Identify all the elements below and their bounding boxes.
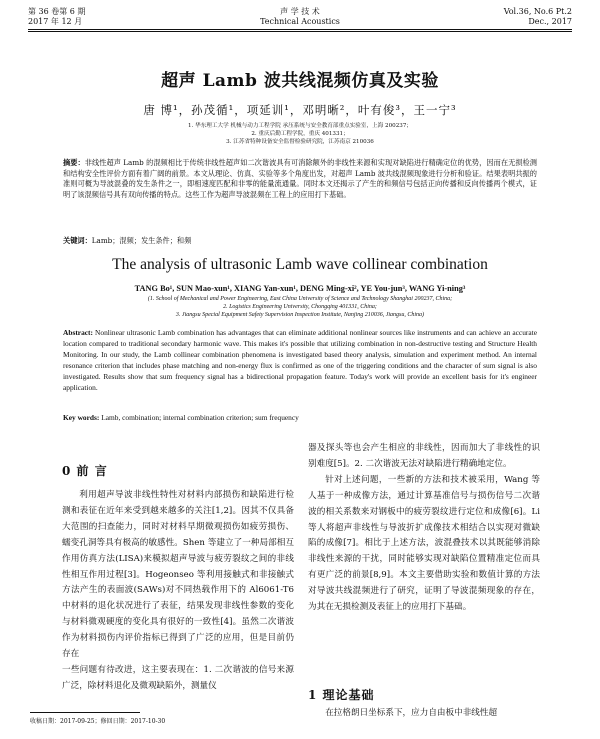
authors-cn: 唐 博¹，孙茂循¹，项延训¹，邓明晰²，叶有俊³，王一宁³ <box>143 103 457 117</box>
body-paragraph: 利用超声导波非线性特性对材料内部损伤和缺陷进行检测和表征在近年来受到越来越多的关注[1,2]。因其不仅具备大范围的扫查能力，同时对材料早期微观损伤如疲劳损伤、蠕变孔洞等具有极高的敏感性。Shen 等建立了一种局部相互作用仿真方法(LISA)来模拟超声导波与疲劳裂纹之间的非线性相互作用过程[3]。Hogeonseo 等利用接触式和非接触式方法产生的表面波(SAWs)对不同热载作用下的 Al6061-T6 中材料的退化状况进行了表征，结果发现非线性参数的变化与材料微观硬度的变化具有很好的一致性[4]。虽然二次谐波作为材料损伤内评价指标已得到了广泛的应用，但是目前仍存在 <box>62 490 294 660</box>
abstract-en-label: Abstract: <box>63 328 93 337</box>
affiliation-cn-2: 2. 重庆后勤工程学院，重庆 401331； <box>251 131 349 137</box>
paper-title-cn: 超声 Lamb 波共线混频仿真及实验 <box>161 71 439 91</box>
body-paragraph: 器及探头等也会产生相应的非线性，因而加大了非线性的识别难度[5]。2. 二次谐波无法对缺陷进行精确地定位。 <box>308 443 540 469</box>
keywords-en-label: Key words: <box>63 413 100 422</box>
section-0-heading: 0 前 言 <box>62 464 108 478</box>
abstract-cn-text: 非线性超声 Lamb 的混频相比于传统非线性超声如二次谐波具有可消除额外的非线性来源和实现对缺陷进行精确定位的优势，因而在无损检测和结构安全性评价方面有着广阔的前景。本文从理论、仿真、实验等多个角度出发，对超声 Lamb 波共线混频现象进行分析和验证。结果表明共振的准则可概为导波混叠的发生条件之一，即相速度匹配和非零的能量流通量。同时本文还揭示了产生的和频信号包括正向传播和反向传播两个模式，证明了该混频信号具有双向传播的特点。这些工作为超声导波混频在工程上的应用打下基础。 <box>63 158 537 199</box>
body-paragraph: 在拉格朗日坐标系下，应力自由板中非线性超 <box>325 708 498 718</box>
journal-volume-en: Vol.36, No.6 Pt.2 <box>503 7 572 16</box>
authors-en: TANG Bo¹, SUN Mao-xun¹, XIANG Yan-xun¹, DENG Ming-xi², YE You-jun³, WANG Yi-ning³ <box>134 284 466 293</box>
keywords-cn-label: 关键词： <box>63 236 92 245</box>
body-paragraph: 一些问题有待改进，这主要表现在：1. 二次谐波的信号来源广泛，除材料退化及微观缺陷外，测量仪 <box>62 664 294 691</box>
header-rule-thin <box>28 31 572 32</box>
affiliation-en-3: 3. Jiangsu Special Equipment Safety Supervision Inspection Institute, Nanjing 210036, Jiangsu, China) <box>175 312 425 318</box>
right-column-continued <box>308 706 540 722</box>
journal-date-cn: 2017 年 12 月 <box>28 17 83 26</box>
affiliation-en-2: 2. Logistics Engineering University, Chongqing 401331, China; <box>223 304 377 310</box>
section-1-heading: 1 理论基础 <box>308 688 375 702</box>
abstract-cn <box>63 158 537 200</box>
left-column <box>62 488 294 695</box>
footnote-rule <box>30 712 140 713</box>
body-paragraph: 针对上述问题，一些新的方法和技术被采用，Wang 等人基于一种成像方法，通过计算基准信号与损伤信号二次谐波的相关系数来对钢板中的疲劳裂纹进行定位和成像[6]。Li 等人将超声非线性与导波折扩成像技术相结合以实现对微缺陷的成像[7]。相比于上述方法，波混叠技术以其既能够消除非线性来源的干扰，同时能够实现对缺陷位置精准定位而具有更广泛的前景[8,9]。本文主要借助实验和数值计算的方法对导波共线混频进行了研究，证明了导波混频现象的存在，为其在无损检测及表征上的应用打下基础。 <box>308 474 540 613</box>
affiliation-cn-3: 3. 江苏省特种设备安全监督检验研究院，江苏南京 210036 <box>226 139 374 145</box>
header-rule <box>28 29 572 30</box>
keywords-cn <box>63 236 537 246</box>
journal-name-en: Technical Acoustics <box>260 17 340 26</box>
journal-volume: 第 36 卷第 6 期 <box>28 7 86 16</box>
affiliation-en-1: (1. School of Mechanical and Power Engineering, East China University of Science and Technology Shanghai 200237, China; <box>147 296 453 302</box>
abstract-en-text: Nonlinear ultrasonic Lamb combination has advantages that can eliminate additional nonlinear sources like instruments and can achieve an accurate location compared to traditional secondary harmonic wave. This makes it's possible that utilizing combination in non-destructive testing and Structure Health Monitoring. In our study, the Lamb collinear combination phenomena is investigated based theory analysis, simulation and experiment method. An internal resonance criterion that includes phase matching and non-energy flux is confirmed as one of the triggering conditions and the character of sum signal is also investigated. Results show that sum frequency signal has a bidirectional propagation feature. Today's work will provide an excellent basis for it's engineer application. <box>63 328 537 392</box>
journal-name-cn: 声 学 技 术 <box>280 7 320 16</box>
paper-title-en: The analysis of ultrasonic Lamb wave collinear combination <box>112 256 488 273</box>
abstract-cn-label: 摘要： <box>63 158 85 167</box>
keywords-cn-text: Lamb；混频；发生条件；和频 <box>91 236 192 245</box>
affiliation-cn-1: 1. 华东理工大学 机械与动力工程学院 承压系统与安全教育部重点实验室，上海 200237； <box>188 123 412 129</box>
right-column <box>308 441 540 616</box>
keywords-en-text: Lamb, combination; internal combination criterion; sum frequency <box>101 413 299 422</box>
footnote-received-date: 收稿日期：2017-09-25；修回日期：2017-10-30 <box>30 718 166 725</box>
keywords-en <box>63 413 537 423</box>
abstract-en <box>63 328 537 393</box>
journal-date-en: Dec., 2017 <box>528 17 572 26</box>
